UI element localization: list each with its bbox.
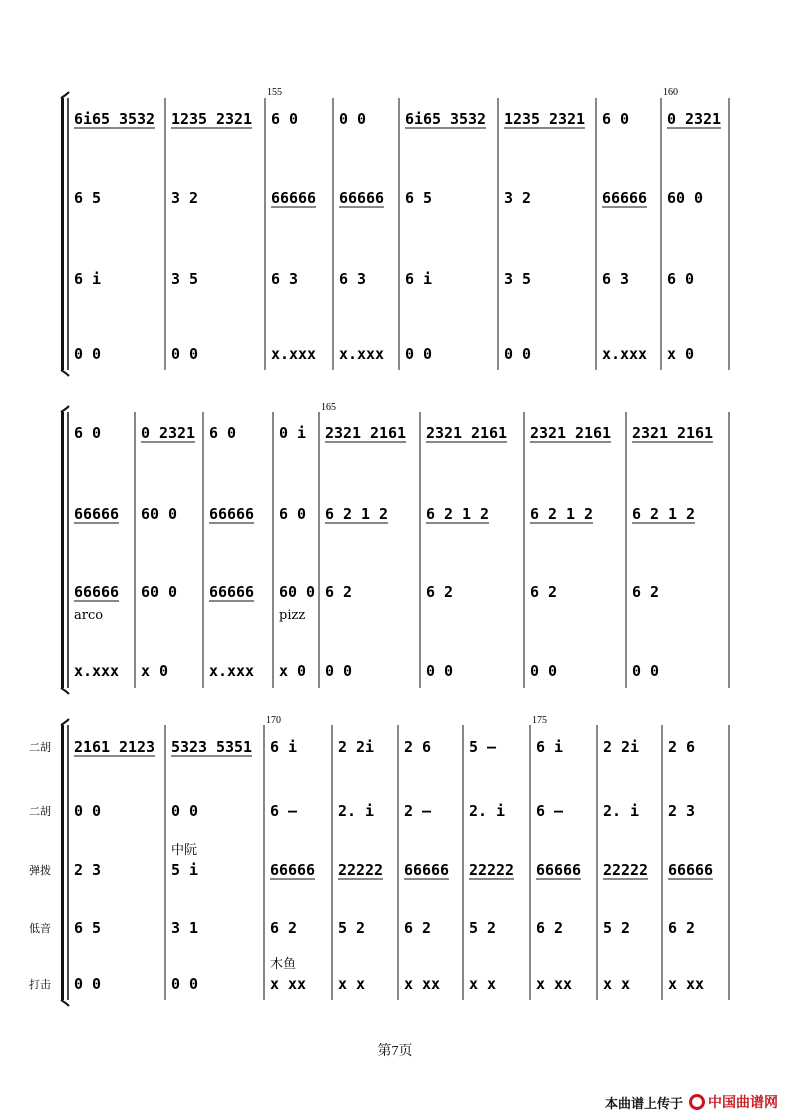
- note-group: 6i65 3532: [405, 110, 486, 128]
- note-group: x xx: [536, 975, 572, 993]
- note-group: 66666: [209, 505, 254, 523]
- measure-number: 170: [266, 715, 281, 726]
- note-group: 0 0: [339, 110, 366, 128]
- note-group: 0 0: [74, 802, 101, 820]
- note-group: 6 3: [271, 270, 298, 288]
- note-group: x.xxx: [74, 662, 119, 680]
- note-group: 0 0: [74, 345, 101, 363]
- note-group: x 0: [141, 662, 168, 680]
- note-group: 0 0: [632, 662, 659, 680]
- note-group: 66666: [536, 861, 581, 879]
- measure-number: 165: [321, 402, 336, 413]
- note-group: 5 2: [469, 919, 496, 937]
- note-group: 6 2 1 2: [530, 505, 593, 523]
- score-system: [29, 715, 729, 1006]
- note-group: 0 2321: [141, 424, 195, 442]
- score-system: [61, 87, 729, 376]
- note-group: 6 0: [279, 505, 306, 523]
- part-label: 打击: [29, 978, 51, 991]
- part-label: 二胡: [29, 805, 51, 818]
- note-group: 0 0: [171, 975, 198, 993]
- note-group: x xx: [270, 975, 306, 993]
- part-label: 弹拨: [29, 864, 51, 877]
- annotation: arco: [74, 608, 104, 623]
- note-group: 3 5: [504, 270, 531, 288]
- site-logo: [689, 1092, 778, 1112]
- note-group: 1235 2321: [504, 110, 585, 128]
- annotation: pizz: [279, 608, 306, 623]
- note-group: 6 i: [74, 270, 101, 288]
- note-group: 6i65 3532: [74, 110, 155, 128]
- system-bracket: [61, 725, 64, 1000]
- note-group: 66666: [209, 583, 254, 601]
- note-group: 22222: [469, 861, 514, 879]
- note-group: x 0: [279, 662, 306, 680]
- note-group: 2. i: [603, 802, 639, 820]
- note-group: 66666: [668, 861, 713, 879]
- note-group: 2 –: [404, 802, 431, 820]
- note-group: 6 2: [536, 919, 563, 937]
- note-group: 2. i: [469, 802, 505, 820]
- part-label: 低音: [29, 922, 51, 935]
- bracket-hook-top: [61, 406, 69, 412]
- measure-number: 155: [267, 87, 282, 98]
- measure-number: 160: [663, 87, 678, 98]
- note-group: 2 2i: [338, 738, 374, 756]
- note-group: 6 3: [339, 270, 366, 288]
- note-group: 6 i: [270, 738, 297, 756]
- note-group: 5 2: [603, 919, 630, 937]
- note-group: x.xxx: [209, 662, 254, 680]
- note-group: 6 –: [270, 802, 297, 820]
- note-group: 0 0: [171, 345, 198, 363]
- note-group: 0 0: [74, 975, 101, 993]
- note-group: 60 0: [667, 189, 703, 207]
- note-group: 6 2 1 2: [426, 505, 489, 523]
- note-group: 0 0: [504, 345, 531, 363]
- note-group: 6 2 1 2: [632, 505, 695, 523]
- note-group: 66666: [602, 189, 647, 207]
- note-group: 2321 2161: [632, 424, 713, 442]
- note-group: 60 0: [279, 583, 315, 601]
- note-group: x.xxx: [602, 345, 647, 363]
- note-group: 6 2: [426, 583, 453, 601]
- bracket-hook-top: [61, 719, 69, 725]
- note-group: 2321 2161: [426, 424, 507, 442]
- note-group: 5323 5351: [171, 738, 252, 756]
- note-group: 6 2: [632, 583, 659, 601]
- note-group: 66666: [339, 189, 384, 207]
- note-group: 6 2: [325, 583, 352, 601]
- note-group: 6 5: [405, 189, 432, 207]
- note-group: 6 0: [271, 110, 298, 128]
- annotation: 中阮: [171, 843, 198, 858]
- note-group: x x: [603, 975, 630, 993]
- note-group: 0 2321: [667, 110, 721, 128]
- note-group: 2 6: [404, 738, 431, 756]
- note-group: 2 3: [74, 861, 101, 879]
- system-bracket: [61, 412, 64, 688]
- note-group: x.xxx: [271, 345, 316, 363]
- note-group: 6 5: [74, 189, 101, 207]
- note-group: 0 0: [530, 662, 557, 680]
- note-group: 5 i: [171, 861, 198, 879]
- note-group: 1235 2321: [171, 110, 252, 128]
- note-group: 66666: [271, 189, 316, 207]
- site-logo-icon: [689, 1094, 705, 1110]
- note-group: 60 0: [141, 505, 177, 523]
- footer-text: 本曲谱上传于: [604, 1095, 683, 1111]
- site-name: 中国曲谱网: [708, 1094, 778, 1110]
- note-group: 6 2: [404, 919, 431, 937]
- bracket-hook-bottom: [61, 1000, 69, 1006]
- page-number: 第7页: [377, 1044, 413, 1059]
- note-group: 6 0: [209, 424, 236, 442]
- note-group: 3 2: [171, 189, 198, 207]
- note-group: 6 2: [530, 583, 557, 601]
- note-group: 2321 2161: [530, 424, 611, 442]
- note-group: 0 0: [405, 345, 432, 363]
- measure-number: 175: [532, 715, 547, 726]
- note-group: 6 5: [74, 919, 101, 937]
- note-group: 5 2: [338, 919, 365, 937]
- note-group: 2321 2161: [325, 424, 406, 442]
- note-group: 22222: [338, 861, 383, 879]
- bracket-hook-top: [61, 92, 69, 98]
- note-group: 6 2 1 2: [325, 505, 388, 523]
- note-group: 2 3: [668, 802, 695, 820]
- note-group: 0 0: [325, 662, 352, 680]
- note-group: 60 0: [141, 583, 177, 601]
- note-group: 6 2: [270, 919, 297, 937]
- note-group: x 0: [667, 345, 694, 363]
- note-group: 0 0: [426, 662, 453, 680]
- note-group: x x: [469, 975, 496, 993]
- note-group: 2161 2123: [74, 738, 155, 756]
- note-group: 6 i: [405, 270, 432, 288]
- system-bracket: [61, 98, 64, 370]
- note-group: 3 5: [171, 270, 198, 288]
- note-group: x.xxx: [339, 345, 384, 363]
- note-group: 6 i: [536, 738, 563, 756]
- note-group: 6 –: [536, 802, 563, 820]
- note-group: 66666: [74, 583, 119, 601]
- footer: [605, 1092, 778, 1112]
- note-group: 2. i: [338, 802, 374, 820]
- note-group: 66666: [74, 505, 119, 523]
- note-group: 0 0: [171, 802, 198, 820]
- note-group: 2 6: [668, 738, 695, 756]
- bracket-hook-bottom: [61, 370, 69, 376]
- part-label: 二胡: [29, 741, 51, 754]
- note-group: 6 0: [74, 424, 101, 442]
- note-group: 3 2: [504, 189, 531, 207]
- note-group: x x: [338, 975, 365, 993]
- note-group: 6 2: [668, 919, 695, 937]
- bracket-hook-bottom: [61, 688, 69, 694]
- note-group: 66666: [270, 861, 315, 879]
- note-group: 0 i: [279, 424, 306, 442]
- note-group: 6 3: [602, 270, 629, 288]
- note-group: 3 1: [171, 919, 198, 937]
- note-group: 2 2i: [603, 738, 639, 756]
- annotation: 木鱼: [270, 957, 297, 972]
- note-group: 6 0: [667, 270, 694, 288]
- note-group: x xx: [404, 975, 440, 993]
- note-group: 66666: [404, 861, 449, 879]
- score-system: [61, 402, 729, 694]
- note-group: x xx: [668, 975, 704, 993]
- note-group: 5 –: [469, 738, 496, 756]
- note-group: 6 0: [602, 110, 629, 128]
- note-group: 22222: [603, 861, 648, 879]
